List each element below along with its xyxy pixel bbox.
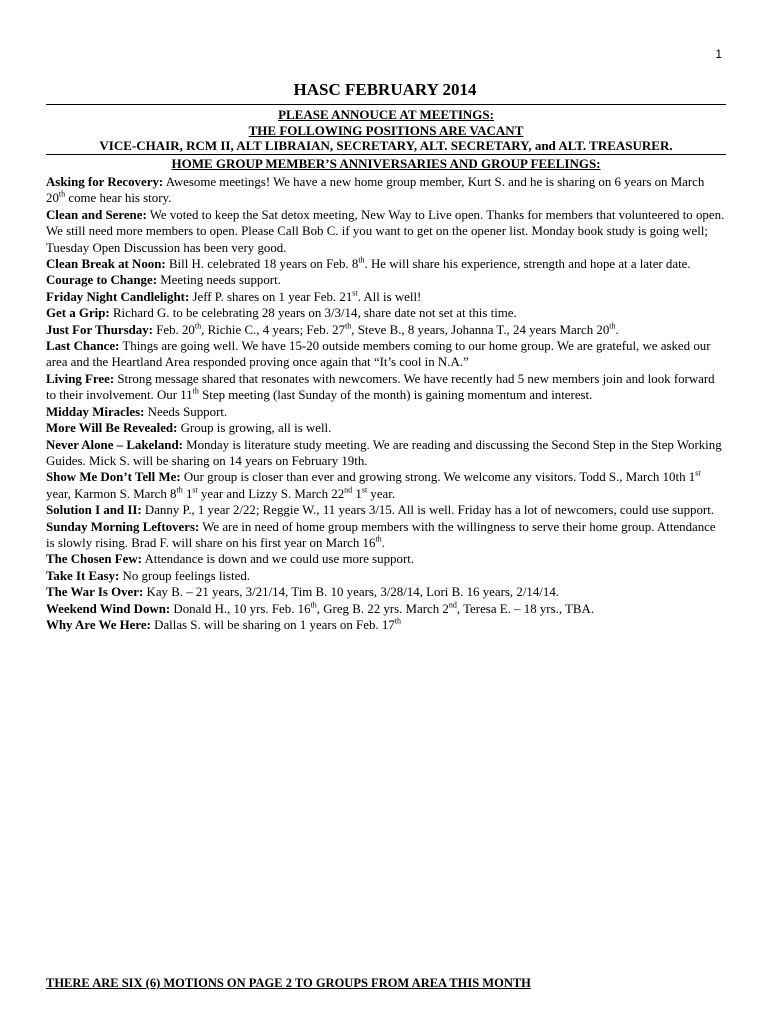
group-entry	[46, 420, 726, 436]
group-entry	[46, 568, 726, 584]
group-name: Show Me Don’t Tell Me:	[46, 470, 181, 485]
group-entry	[46, 207, 726, 256]
group-feelings-list	[46, 174, 726, 633]
group-entry	[46, 256, 726, 272]
ordinal-suffix: th	[345, 321, 352, 331]
group-name: Clean Break at Noon:	[46, 257, 166, 272]
group-text: Donald H., 10 yrs. Feb. 16	[170, 601, 311, 616]
group-name: Weekend Wind Down:	[46, 601, 171, 616]
group-text: We voted to keep the Sat detox meeting, New Way to Live open. Thanks for members that volunteered to open. We still need more members to open. Please Call Bob C. if you want to get on the opener list. Monday book study is going well; Tuesday Open Discussion has been very good.	[46, 207, 725, 255]
ordinal-suffix: st	[192, 485, 198, 495]
group-text: , Teresa E. – 18 yrs., TBA.	[456, 601, 595, 616]
group-text: Attendance is down and we could use more support.	[141, 552, 415, 567]
group-text: 1	[352, 486, 362, 501]
ordinal-suffix: nd	[448, 600, 457, 610]
group-text: Kay B. – 21 years, 3/21/14, Tim B. 10 years, 3/28/14, Lori B. 16 years, 2/14/14.	[143, 585, 559, 600]
group-text: Dallas S. will be sharing on 1 years on Feb. 17	[150, 617, 395, 632]
ordinal-suffix: th	[194, 321, 202, 331]
group-entry	[46, 272, 726, 288]
group-text: Awesome meetings! We have a new home group member, Kurt S. and he is sharing on 6 years on March 20	[46, 175, 705, 206]
group-text: No group feelings listed.	[119, 568, 250, 583]
ordinal-suffix: th	[394, 616, 401, 626]
group-text: Jeff P. shares on 1 year Feb. 21	[189, 289, 353, 304]
group-text: . He will share his experience, strength and hope at a later date.	[364, 257, 691, 272]
group-entry	[46, 338, 726, 371]
group-entry	[46, 469, 726, 502]
ordinal-suffix: th	[310, 600, 317, 610]
ordinal-suffix: nd	[344, 485, 353, 495]
ordinal-suffix: st	[361, 485, 368, 495]
group-text: , Steve B., 8 years, Johanna T., 24 years March 20	[351, 322, 610, 337]
group-name: Sunday Morning Leftovers:	[46, 519, 200, 534]
group-entry	[46, 551, 726, 567]
group-name: More Will Be Revealed:	[46, 421, 178, 436]
group-name: Midday Miracles:	[46, 404, 145, 419]
group-entry	[46, 502, 726, 518]
group-text: We are in need of home group members with the willingness to serve their home group. Attendance is slowly rising. Brad F. will share on his first year on March 16	[46, 519, 716, 550]
group-name: Clean and Serene:	[46, 207, 147, 222]
group-text: Our group is closer than ever and growing strong. We welcome any visitors. Todd S., March 10th 1	[180, 470, 696, 485]
announcement-line-2: THE FOLLOWING POSITIONS ARE VACANT	[248, 122, 524, 138]
group-name: The War Is Over:	[46, 585, 144, 600]
group-text: year, Karmon S. March 8	[46, 486, 177, 501]
vacant-positions-list: VICE-CHAIR, RCM II, ALT LIBRAIAN, SECRETARY, ALT. SECRETARY, and ALT. TREASURER.	[99, 138, 673, 153]
ordinal-suffix: th	[58, 190, 66, 200]
group-text: Danny P., 1 year 2/22; Reggie W., 11 years 3/15. All is well. Friday has a lot of newcomers, could use support.	[141, 503, 715, 518]
ordinal-suffix: th	[176, 485, 183, 495]
group-name: Take It Easy:	[46, 568, 120, 583]
announcement-block	[46, 107, 726, 171]
group-name: Friday Night Candlelight:	[46, 289, 190, 304]
ordinal-suffix: th	[609, 321, 616, 331]
group-name: Asking for Recovery:	[46, 175, 164, 189]
group-name: Never Alone – Lakeland:	[46, 437, 183, 452]
group-text: Needs Support.	[144, 404, 228, 419]
group-text: year.	[367, 486, 396, 501]
group-entry	[46, 601, 726, 617]
group-name: Courage to Change:	[46, 273, 157, 288]
page-title: HASC FEBRUARY 2014	[293, 80, 477, 99]
group-text: Step meeting (last Sunday of the month) is gaining momentum and interest.	[198, 388, 593, 403]
group-name: Get a Grip:	[46, 306, 110, 321]
group-entry	[46, 519, 726, 552]
group-entry	[46, 289, 726, 305]
ordinal-suffix: st	[352, 288, 358, 298]
ordinal-suffix: th	[358, 255, 365, 265]
group-text: .	[381, 535, 385, 550]
group-text: Feb. 20	[152, 322, 195, 337]
group-entry	[46, 584, 726, 600]
group-text: Meeting needs support.	[157, 273, 281, 288]
group-name: Living Free:	[46, 371, 115, 386]
group-text: Group is growing, all is well.	[177, 421, 332, 436]
group-text: Monday is literature study meeting. We are reading and discussing the Second Step in the Step Working Guides. Mick S. will be sharing on 14 years on February 19th.	[46, 437, 722, 468]
group-name: Why Are We Here:	[46, 617, 151, 632]
group-entry	[46, 371, 726, 404]
group-text: .	[615, 322, 619, 337]
group-name: Just For Thursday:	[46, 322, 153, 337]
ordinal-suffix: th	[192, 386, 199, 396]
group-text: . All is well!	[357, 289, 422, 304]
group-entry	[46, 617, 726, 633]
group-name: Solution I and II:	[46, 503, 142, 518]
group-entry	[46, 404, 726, 420]
group-entry	[46, 322, 726, 338]
group-name: Last Chance:	[46, 339, 120, 354]
group-text: year and Lizzy S. March 22	[197, 486, 345, 501]
group-text: , Richie C., 4 years; Feb. 27	[201, 322, 346, 337]
group-entry	[46, 305, 726, 321]
group-text: Bill H. celebrated 18 years on Feb. 8	[165, 257, 359, 272]
group-text: , Greg B. 22 yrs. March 2	[316, 601, 449, 616]
group-text: 1	[182, 486, 193, 501]
page-number: 1	[715, 47, 722, 61]
group-entry	[46, 437, 726, 470]
middle-rule	[46, 154, 726, 155]
announcement-line-1: PLEASE ANNOUCE AT MEETINGS:	[278, 107, 494, 122]
top-rule	[46, 104, 726, 105]
group-text: Things are going well. We have 15-20 outside members coming to our home group. We are grateful, we asked our area and the Heartland Area responded proving once again that “It’s cool in N.A.”	[46, 339, 711, 370]
ordinal-suffix: st	[695, 469, 701, 479]
group-text: Strong message shared that resonates with newcomers. We have recently had 5 new members join and look forward to their involvement. Our 11	[46, 371, 715, 403]
group-name: The Chosen Few:	[46, 552, 142, 567]
ordinal-suffix: th	[375, 534, 382, 544]
group-text: Richard G. to be celebrating 28 years on 3/3/14, share date not set at this time.	[109, 306, 517, 321]
anniversaries-heading: HOME GROUP MEMBER’S ANNIVERSARIES AND GROUP FEELINGS:	[171, 155, 601, 171]
group-text: come hear his story.	[65, 191, 172, 206]
footer-notice: THERE ARE SIX (6) MOTIONS ON PAGE 2 TO GROUPS FROM AREA THIS MONTH	[46, 976, 531, 990]
group-entry	[46, 174, 726, 207]
